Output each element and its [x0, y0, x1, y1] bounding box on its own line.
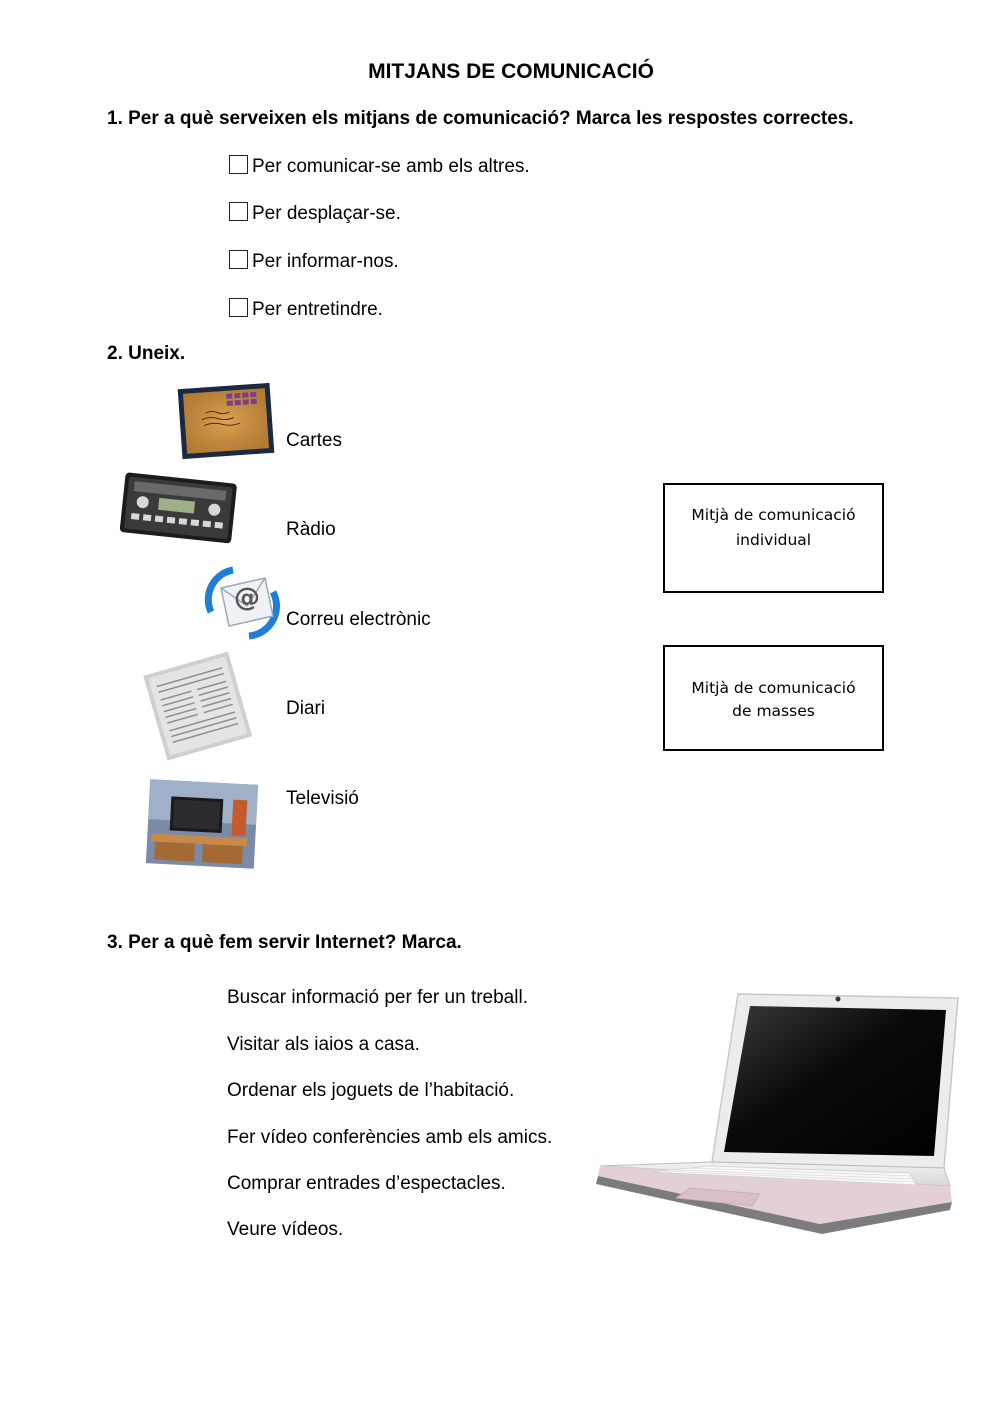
svg-text:@: @ [234, 583, 260, 613]
internet-option-4[interactable]: Fer vídeo conferències amb els amics. [227, 1127, 553, 1148]
box-individual-line1: Mitjà de comunicació [691, 506, 856, 524]
option-label: Per informar-nos. [252, 251, 399, 272]
internet-option-5[interactable]: Comprar entrades d’espectacles. [227, 1173, 506, 1194]
question-3: 3. Per a què fem servir Internet? Marca. [107, 932, 462, 953]
media-label-cartes: Cartes [286, 430, 342, 451]
option-3[interactable] [229, 251, 399, 273]
box-masses-line2: de masses [732, 702, 815, 720]
box-individual-line2: individual [735, 531, 812, 549]
media-label-televisio: Televisió [286, 788, 359, 809]
television-image[interactable] [144, 778, 260, 870]
page-title: MITJANS DE COMUNICACIÓ [368, 60, 654, 83]
option-4[interactable] [229, 299, 383, 321]
option-1[interactable] [229, 156, 530, 178]
media-label-correu: Correu electrònic [286, 609, 431, 630]
media-label-radio: Ràdio [286, 519, 336, 540]
checkbox[interactable] [229, 250, 248, 269]
newspaper-image[interactable] [140, 652, 256, 762]
envelope-image[interactable] [176, 380, 276, 462]
internet-option-2[interactable]: Visitar als iaios a casa. [227, 1034, 420, 1055]
laptop-image [590, 990, 962, 1242]
radio-image[interactable] [118, 472, 240, 550]
checkbox[interactable] [229, 202, 248, 221]
option-label: Per entretindre. [252, 299, 383, 320]
media-label-diari: Diari [286, 698, 326, 719]
box-masses-line1: Mitjà de comunicació [691, 679, 856, 697]
question-2: 2. Uneix. [107, 343, 186, 364]
email-icon[interactable] [203, 562, 281, 642]
box-individual[interactable] [663, 483, 884, 593]
internet-option-3[interactable]: Ordenar els joguets de l’habitació. [227, 1080, 515, 1101]
option-2[interactable] [229, 203, 401, 225]
checkbox[interactable] [229, 298, 248, 317]
internet-option-6[interactable]: Veure vídeos. [227, 1219, 344, 1240]
checkbox[interactable] [229, 155, 248, 174]
question-1: 1. Per a què serveixen els mitjans de comunicació? Marca les respostes correctes. [107, 108, 854, 129]
option-label: Per desplaçar-se. [252, 203, 401, 224]
option-label: Per comunicar-se amb els altres. [252, 156, 530, 177]
internet-option-1[interactable]: Buscar informació per fer un treball. [227, 987, 528, 1008]
box-masses[interactable] [663, 645, 884, 751]
